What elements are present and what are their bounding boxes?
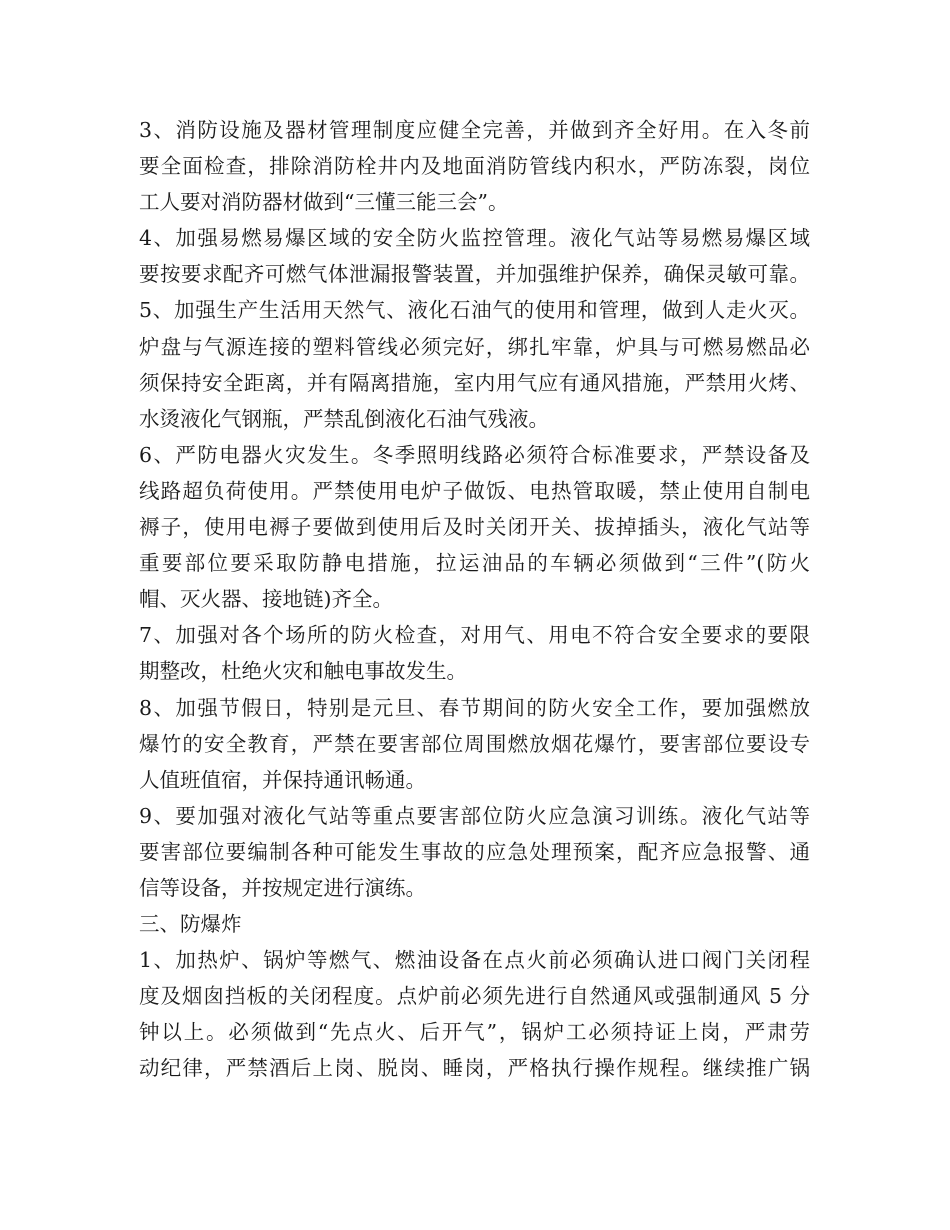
text-line: 三、防爆炸 [139, 912, 242, 937]
text-line: 帽、灭火器、接地链)齐全。 [139, 587, 393, 612]
text-line: 动纪律，严禁酒后上岗、脱岗、睡岗，严格执行操作规程。继续推广锅 [139, 1056, 810, 1081]
text-line: 1、加热炉、锅炉等燃气、燃油设备在点火前必须确认进口阀门关闭程 [139, 948, 810, 973]
text-line: 3、消防设施及器材管理制度应健全完善，并做到齐全好用。在入冬前 [139, 118, 810, 142]
document-body [139, 112, 819, 1087]
text-line: 4、加强易燃易爆区域的安全防火监控管理。液化气站等易燃易爆区域 [139, 226, 810, 251]
text-line: 水烫液化气钢瓶，严禁乱倒液化石油气残液。 [139, 406, 549, 431]
text-line: 要害部位要编制各种可能发生事故的应急处理预案，配齐应急报警、通 [139, 839, 810, 864]
text-line: 褥子，使用电褥子要做到使用后及时关闭开关、拔掉插头，液化气站等 [139, 515, 810, 540]
text-line: 炉盘与气源连接的塑料管线必须完好，绑扎牢靠，炉具与可燃易燃品必 [139, 334, 810, 359]
text-line: 人值班值宿，并保持通讯畅通。 [139, 767, 426, 792]
text-line: 期整改，杜绝火灾和触电事故发生。 [139, 659, 467, 684]
text-line: 要按要求配齐可燃气体泄漏报警装置，并加强维护保养，确保灵敏可靠。 [139, 262, 810, 287]
text-line: 5、加强生产生活用天然气、液化石油气的使用和管理，做到人走火灭。 [139, 298, 810, 323]
text-line: 须保持安全距离，并有隔离措施，室内用气应有通风措施，严禁用火烤、 [139, 370, 810, 395]
text-line: 重要部位要采取防静电措施，拉运油品的车辆必须做到“三件”(防火 [139, 551, 810, 576]
text-line: 工人要对消防器材做到“三懂三能三会”。 [139, 190, 509, 215]
text-line: 信等设备，并按规定进行演练。 [139, 875, 426, 900]
text-line: 要全面检查，排除消防栓井内及地面消防管线内积水，严防冻裂，岗位 [139, 154, 810, 179]
text-line: 9、要加强对液化气站等重点要害部位防火应急演习训练。液化气站等 [139, 803, 810, 828]
text-line: 8、加强节假日，特别是元旦、春节期间的防火安全工作，要加强燃放 [139, 695, 810, 720]
text-line: 爆竹的安全教育，严禁在要害部位周围燃放烟花爆竹，要害部位要设专 [139, 731, 810, 756]
text-line: 度及烟囱挡板的关闭程度。点炉前必须先进行自然通风或强制通风 5 分 [139, 984, 810, 1009]
text-line: 钟以上。必须做到“先点火、后开气”，锅炉工必须持证上岗，严肃劳 [139, 1020, 810, 1045]
text-line: 线路超负荷使用。严禁使用电炉子做饭、电热管取暖，禁止使用自制电 [139, 478, 810, 503]
text-line: 6、严防电器火灾发生。冬季照明线路必须符合标准要求，严禁设备及 [139, 442, 810, 467]
text-line: 7、加强对各个场所的防火检查，对用气、用电不符合安全要求的要限 [139, 623, 810, 648]
